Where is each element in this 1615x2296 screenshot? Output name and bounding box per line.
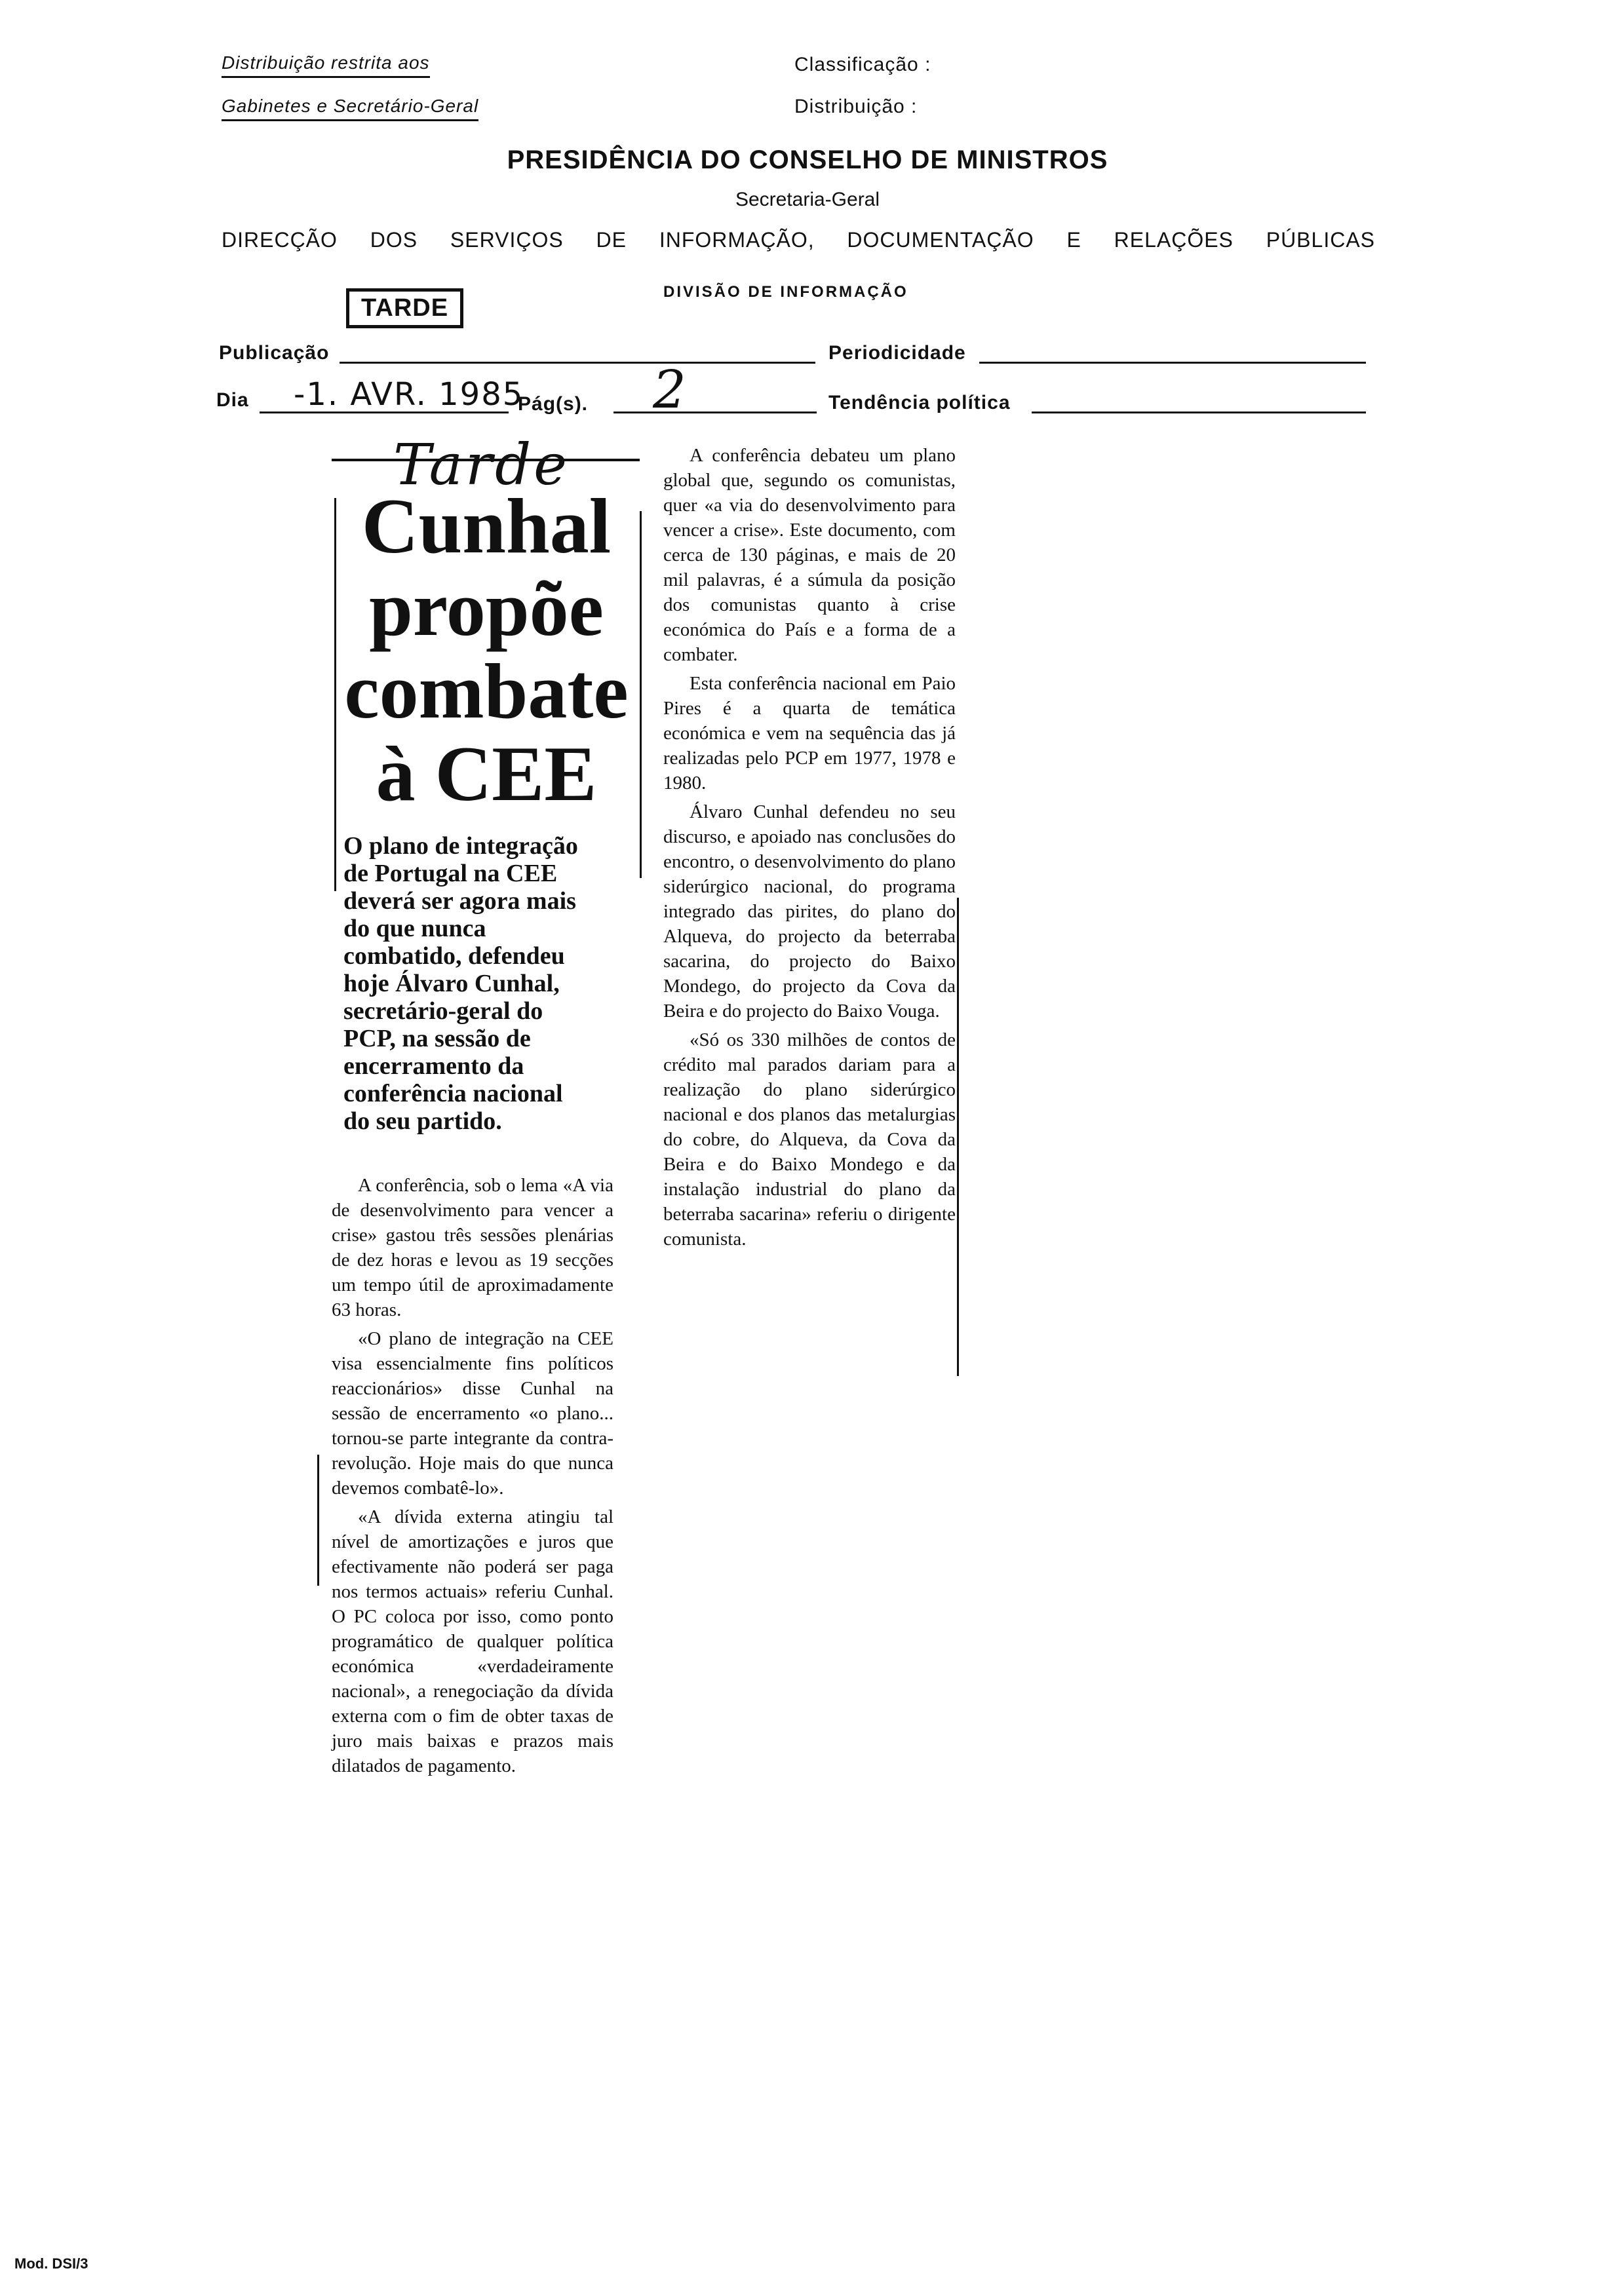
headline-line: combate bbox=[344, 647, 629, 735]
lede-line: conferência nacional bbox=[343, 1080, 563, 1107]
direccao-word: DOCUMENTAÇÃO bbox=[847, 228, 1034, 252]
article-paragraph: «A dívida externa atingiu tal nível de amortizações e juros que efectivamente não poderá ser paga nos termos actuais» referiu Cunhal. O PC coloca por isso, como ponto programático de qualquer política económica «verdadeiramente nacional», a renegociação da dívida externa com o fim de obter taxas de juro mais baixas e prazos mais dilatados de pagamento. bbox=[332, 1506, 613, 1776]
lede-line: do que nunca bbox=[343, 915, 486, 942]
headline bbox=[336, 482, 637, 817]
divisao-label: DIVISÃO DE INFORMAÇÃO bbox=[663, 283, 908, 301]
lede bbox=[343, 832, 632, 1135]
restricted-line-1: Distribuição restrita aos bbox=[222, 52, 430, 78]
direccao-word: E bbox=[1066, 228, 1081, 252]
classificacao-label: Classificação : bbox=[794, 54, 931, 75]
page-title: PRESIDÊNCIA DO CONSELHO DE MINISTROS bbox=[507, 145, 1108, 174]
lede-line: de Portugal na CEE bbox=[343, 860, 558, 887]
lede-line: encerramento da bbox=[343, 1052, 524, 1080]
article-column-right bbox=[663, 443, 956, 1255]
form-model-code: Mod. DSI/3 bbox=[14, 2255, 88, 2272]
lede-line: O plano de integração bbox=[343, 832, 578, 860]
headline-right-rule bbox=[640, 511, 642, 878]
article-paragraph: A conferência, sob o lema «A via de desenvolvimento para vencer a crise» gastou três sessões plenárias de dez horas e levou as 19 secções um tempo útil de aproximadamente 63 horas. bbox=[332, 1175, 613, 1320]
headline-line: à CEE bbox=[376, 730, 597, 817]
direccao-word: PÚBLICAS bbox=[1266, 228, 1375, 252]
right-margin-rule bbox=[957, 898, 959, 1376]
article-paragraph: A conferência debateu um plano global que, segundo os comunistas, quer «a via do desenvolvimento para vencer a crise». Este documento, com cerca de 130 páginas, e mais de 20 mil palavras, é a súmula da posição dos comunistas quanto à crise económica do País e a forma de a combater. bbox=[663, 445, 956, 665]
direccao-word: RELAÇÕES bbox=[1114, 228, 1234, 252]
pags-line bbox=[613, 411, 817, 413]
restricted-line-2: Gabinetes e Secretário-Geral bbox=[222, 96, 478, 121]
page-subtitle: Secretaria-Geral bbox=[735, 189, 880, 210]
publicacao-line bbox=[340, 362, 815, 364]
dia-label: Dia bbox=[216, 389, 249, 411]
periodicidade-line bbox=[979, 362, 1366, 364]
direccao-word: DE bbox=[596, 228, 627, 252]
page-value: 2 bbox=[653, 359, 686, 420]
direccao-word: DIRECÇÃO bbox=[222, 228, 338, 252]
publication-stamp: TARDE bbox=[346, 288, 463, 328]
left-margin-rule bbox=[317, 1455, 319, 1586]
lede-line: hoje Álvaro Cunhal, bbox=[343, 970, 560, 997]
date-value: -1. AVR. 1985 bbox=[294, 376, 524, 413]
lede-line: combatido, defendeu bbox=[343, 942, 565, 970]
headline-line: Cunhal bbox=[361, 482, 612, 569]
periodicidade-label: Periodicidade bbox=[828, 342, 966, 364]
pags-label: Pág(s). bbox=[518, 393, 589, 415]
article-paragraph: Álvaro Cunhal defendeu no seu discurso, e apoiado nas conclusões do encontro, o desenvolvimento do plano siderúrgico nacional, do programa integrado das pirites, do plano do Alqueva, do projecto da beterraba sacarina, do projecto do Baixo Mondego, do projecto da Cova da Beira e do projecto do Baixo Vouga. bbox=[663, 801, 956, 1022]
distribuicao-label: Distribuição : bbox=[794, 96, 918, 117]
article-paragraph: «O plano de integração na CEE visa essencialmente fins políticos reaccionários» disse Cunhal na sessão de encerramento «o plano... tornou-se parte integrante da contra-revolução. Hoje mais do que nunca devemos combatê-lo». bbox=[332, 1328, 613, 1499]
tendencia-line bbox=[1032, 411, 1366, 413]
article-paragraph: Esta conferência nacional em Paio Pires é a quarta de temática económica e vem na sequência das já realizadas pelo PCP em 1977, 1978 e 1980. bbox=[663, 673, 956, 794]
direccao-word: DOS bbox=[370, 228, 418, 252]
lede-line: PCP, na sessão de bbox=[343, 1025, 531, 1052]
article-paragraph: «Só os 330 milhões de contos de crédito mal parados dariam para a realização do plano siderúrgico nacional e dos planos das metalurgias do cobre, do Alqueva, da Cova da Beira e do Baixo Mondego e da instalação industrial do plano da beterraba sacarina» referiu o dirigente comunista. bbox=[663, 1029, 956, 1250]
direccao-line bbox=[222, 228, 1375, 252]
headline-line: propõe bbox=[369, 565, 604, 652]
lede-line: do seu partido. bbox=[343, 1107, 502, 1135]
publicacao-label: Publicação bbox=[219, 342, 330, 364]
handwritten-logo: Tarde bbox=[393, 432, 570, 498]
article-column-left bbox=[332, 1173, 613, 1782]
lede-line: deverá ser agora mais bbox=[343, 887, 576, 915]
tendencia-label: Tendência política bbox=[828, 392, 1011, 413]
direccao-word: INFORMAÇÃO, bbox=[659, 228, 815, 252]
lede-line: secretário-geral do bbox=[343, 997, 543, 1025]
direccao-word: SERVIÇOS bbox=[450, 228, 564, 252]
